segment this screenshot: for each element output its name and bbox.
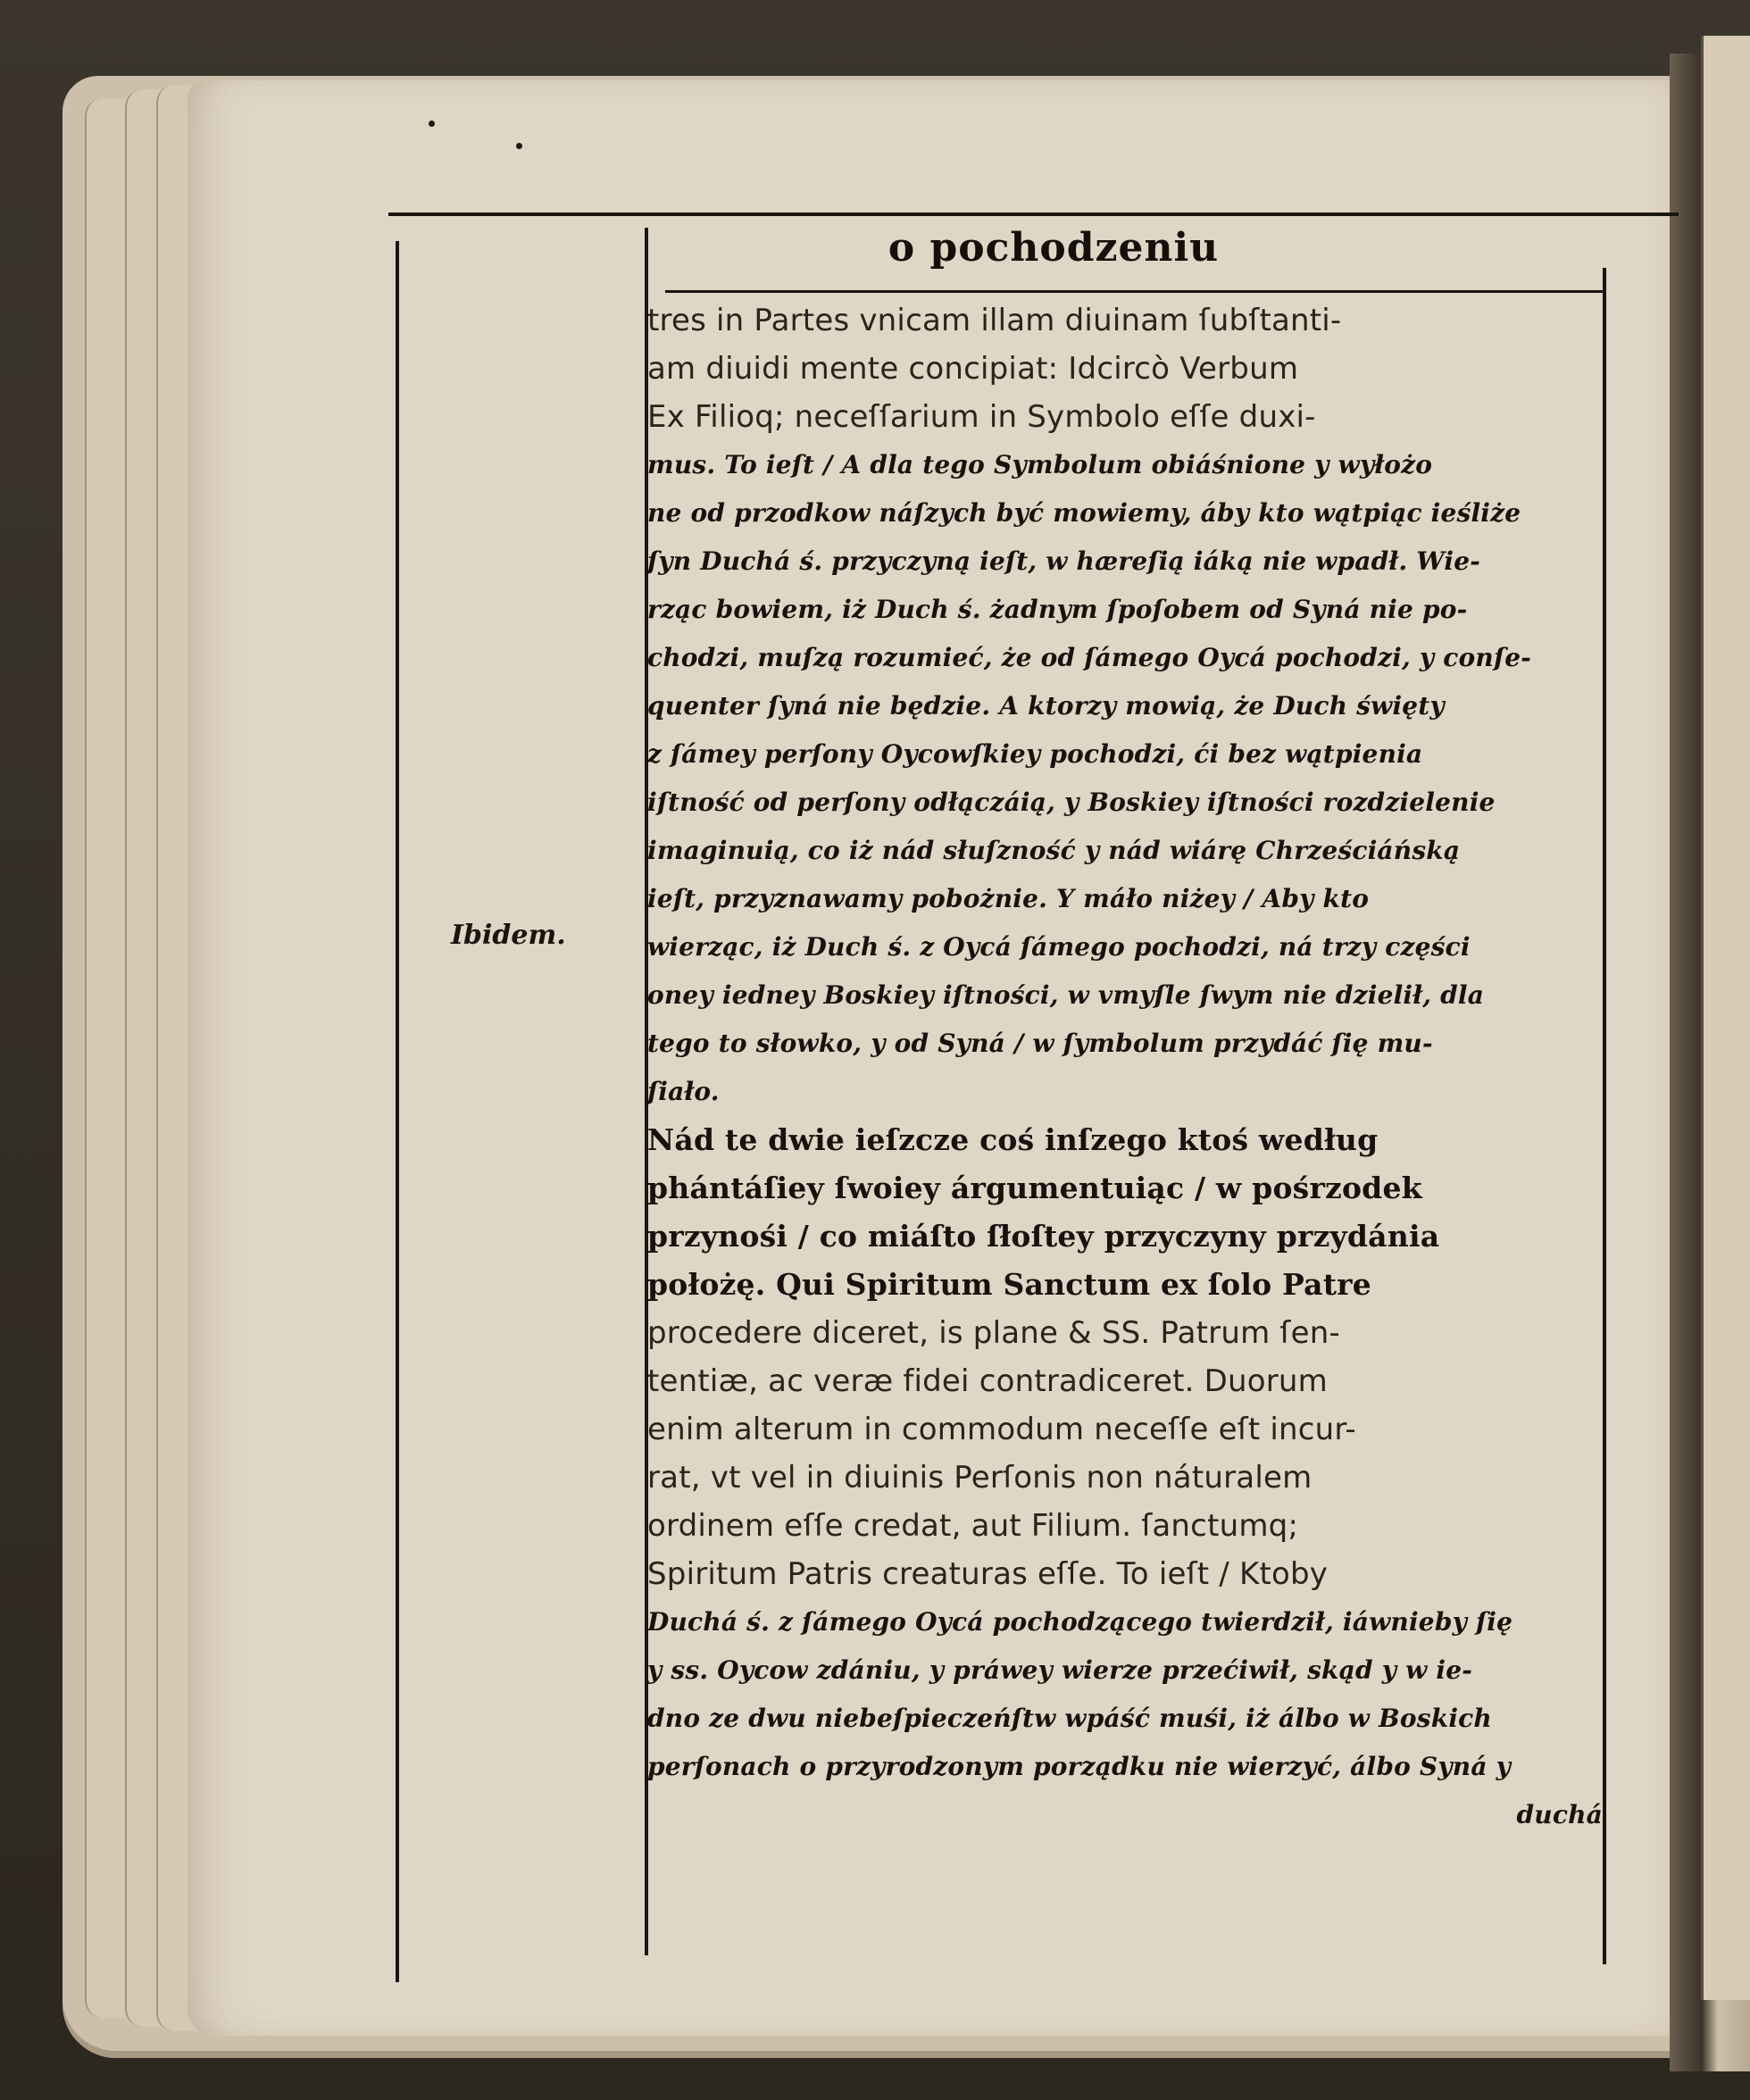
text-line: y ss. Oycow zdániu, y práwey wierze przećiwił, skąd y w ie- [647, 1655, 1473, 1685]
running-head: o pochodzeniu [888, 225, 1220, 271]
text-line: imaginuią, co iż nád słuſzność y nád wiárę Chrześciáńską [647, 836, 1461, 865]
facing-page-edge [1701, 36, 1750, 2000]
left-frame-rule [396, 241, 399, 1982]
text-line: Duchá ś. z ſámego Oycá pochodzącego twierdził, iáwnieby ſię [647, 1607, 1513, 1637]
text-line: oney iedney Boskiey iſtności, w vmyſle ſwym nie dzielił, dla [647, 980, 1485, 1010]
text-line: tentiæ, ac veræ fidei contradiceret. Duorum [647, 1363, 1328, 1399]
text-line: enim alterum in commodum neceſſe eſt incur- [647, 1412, 1356, 1447]
text-line: Nád te dwie ieſzcze coś inſzego ktoś według [647, 1122, 1379, 1157]
text-column-right-rule [1603, 268, 1606, 1964]
text-line: procedere diceret, is plane & SS. Patrum ſen- [647, 1315, 1340, 1351]
margin-note: Ibidem. [451, 920, 566, 951]
text-line: przynośi / co miáſto ſłoſtey przyczyny przydánia [647, 1219, 1440, 1254]
text-line: mus. To ieſt / A dla tego Symbolum obiáśnione y wyłożo [647, 450, 1433, 479]
text-line: położę. Qui Spiritum Sanctum ex ſolo Patre [647, 1267, 1371, 1302]
text-line: rząc bowiem, iż Duch ś. żadnym ſpoſobem od Syná nie po- [647, 595, 1468, 624]
text-line: z ſámey perſony Oycowſkiey pochodzi, ći bez wątpienia [647, 739, 1423, 769]
text-line: Spiritum Patris creaturas eſſe. To ieſt / Ktoby [647, 1556, 1329, 1592]
text-line: tres in Partes vnicam illam diuinam ſubſtanti- [647, 303, 1342, 338]
catchword: duchá [1516, 1800, 1603, 1829]
text-line: chodzi, muſzą rozumieć, że od ſámego Oycá pochodzi, y conſe- [647, 643, 1532, 672]
text-line: am diuidi mente concipiat: Idcircò Verbum [647, 351, 1299, 387]
text-line: quenter ſyná nie będzie. A ktorzy mowią, że Duch święty [647, 691, 1445, 721]
text-line: ieſt, przyznawamy pobożnie. Y máło niżey / Aby kto [647, 884, 1370, 913]
top-rule [388, 212, 1679, 216]
header-rule [665, 290, 1603, 293]
text-block [647, 296, 1603, 1839]
text-line: ſiało. [647, 1077, 720, 1106]
text-line: perſonach o przyrodzonym porządku nie wierzyć, álbo Syná y [647, 1752, 1512, 1781]
text-line: Ex Filioq; neceſſarium in Symbolo eſſe duxi- [647, 399, 1316, 435]
text-line: ſyn Duchá ś. przyczyną ieſt, w hæreſią iáką nie wpadł. Wie- [647, 546, 1481, 576]
text-line: wierząc, iż Duch ś. z Oycá ſámego pochodzi, ná trzy części [647, 932, 1471, 962]
text-line: phántáſiey ſwoiey árgumentuiąc / w pośrzodek [647, 1171, 1422, 1205]
text-line: rat, vt vel in diuinis Perſonis non náturalem [647, 1460, 1312, 1496]
text-line: ordinem eſſe credat, aut Filium. ſanctumq; [647, 1508, 1299, 1544]
text-line: iſtność od perſony odłączáią, y Boskiey iſtności rozdzielenie [647, 788, 1496, 817]
text-line: dno ze dwu niebeſpieczeńſtw wpáść muśi, iż álbo w Boskich [647, 1704, 1492, 1733]
text-line: ne od przodkow náſzych być mowiemy, áby kto wątpiąc ieśliże [647, 498, 1521, 528]
text-line: tego to słowko, y od Syná / w ſymbolum przydáć ſię mu- [647, 1029, 1433, 1058]
